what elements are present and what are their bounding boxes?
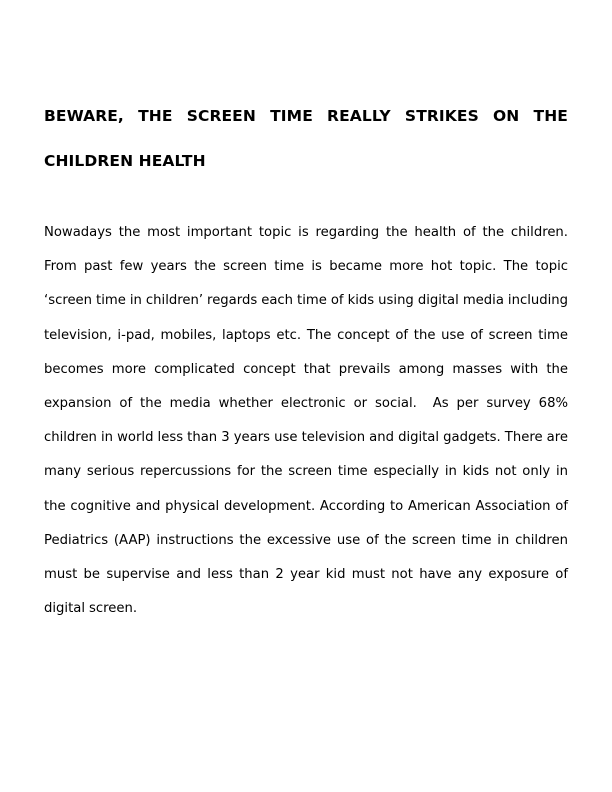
page-title: BEWARE, THE SCREEN TIME REALLY STRIKES ON THE CHILDREN HEALTH bbox=[44, 107, 568, 170]
body-paragraph: Nowadays the most important topic is regarding the health of the children. From past few years the screen time is became more hot topic. The topic ‘screen time in children’ regards each time of kids using digital media including television, i-pad, mobiles, laptops etc. The concept of the use of screen time becomes more complicated concept that prevails among masses with the expansion of the media whether electronic or social. As per survey 68% children in world less than 3 years use television and digital gadgets. There are many serious repercussions for the screen time especially in kids not only in the cognitive and physical development. According to American Association of Pediatrics (AAP) instructions the excessive use of the screen time in children must be supervise and less than 2 year kid must not have any exposure of digital screen. bbox=[44, 225, 576, 617]
